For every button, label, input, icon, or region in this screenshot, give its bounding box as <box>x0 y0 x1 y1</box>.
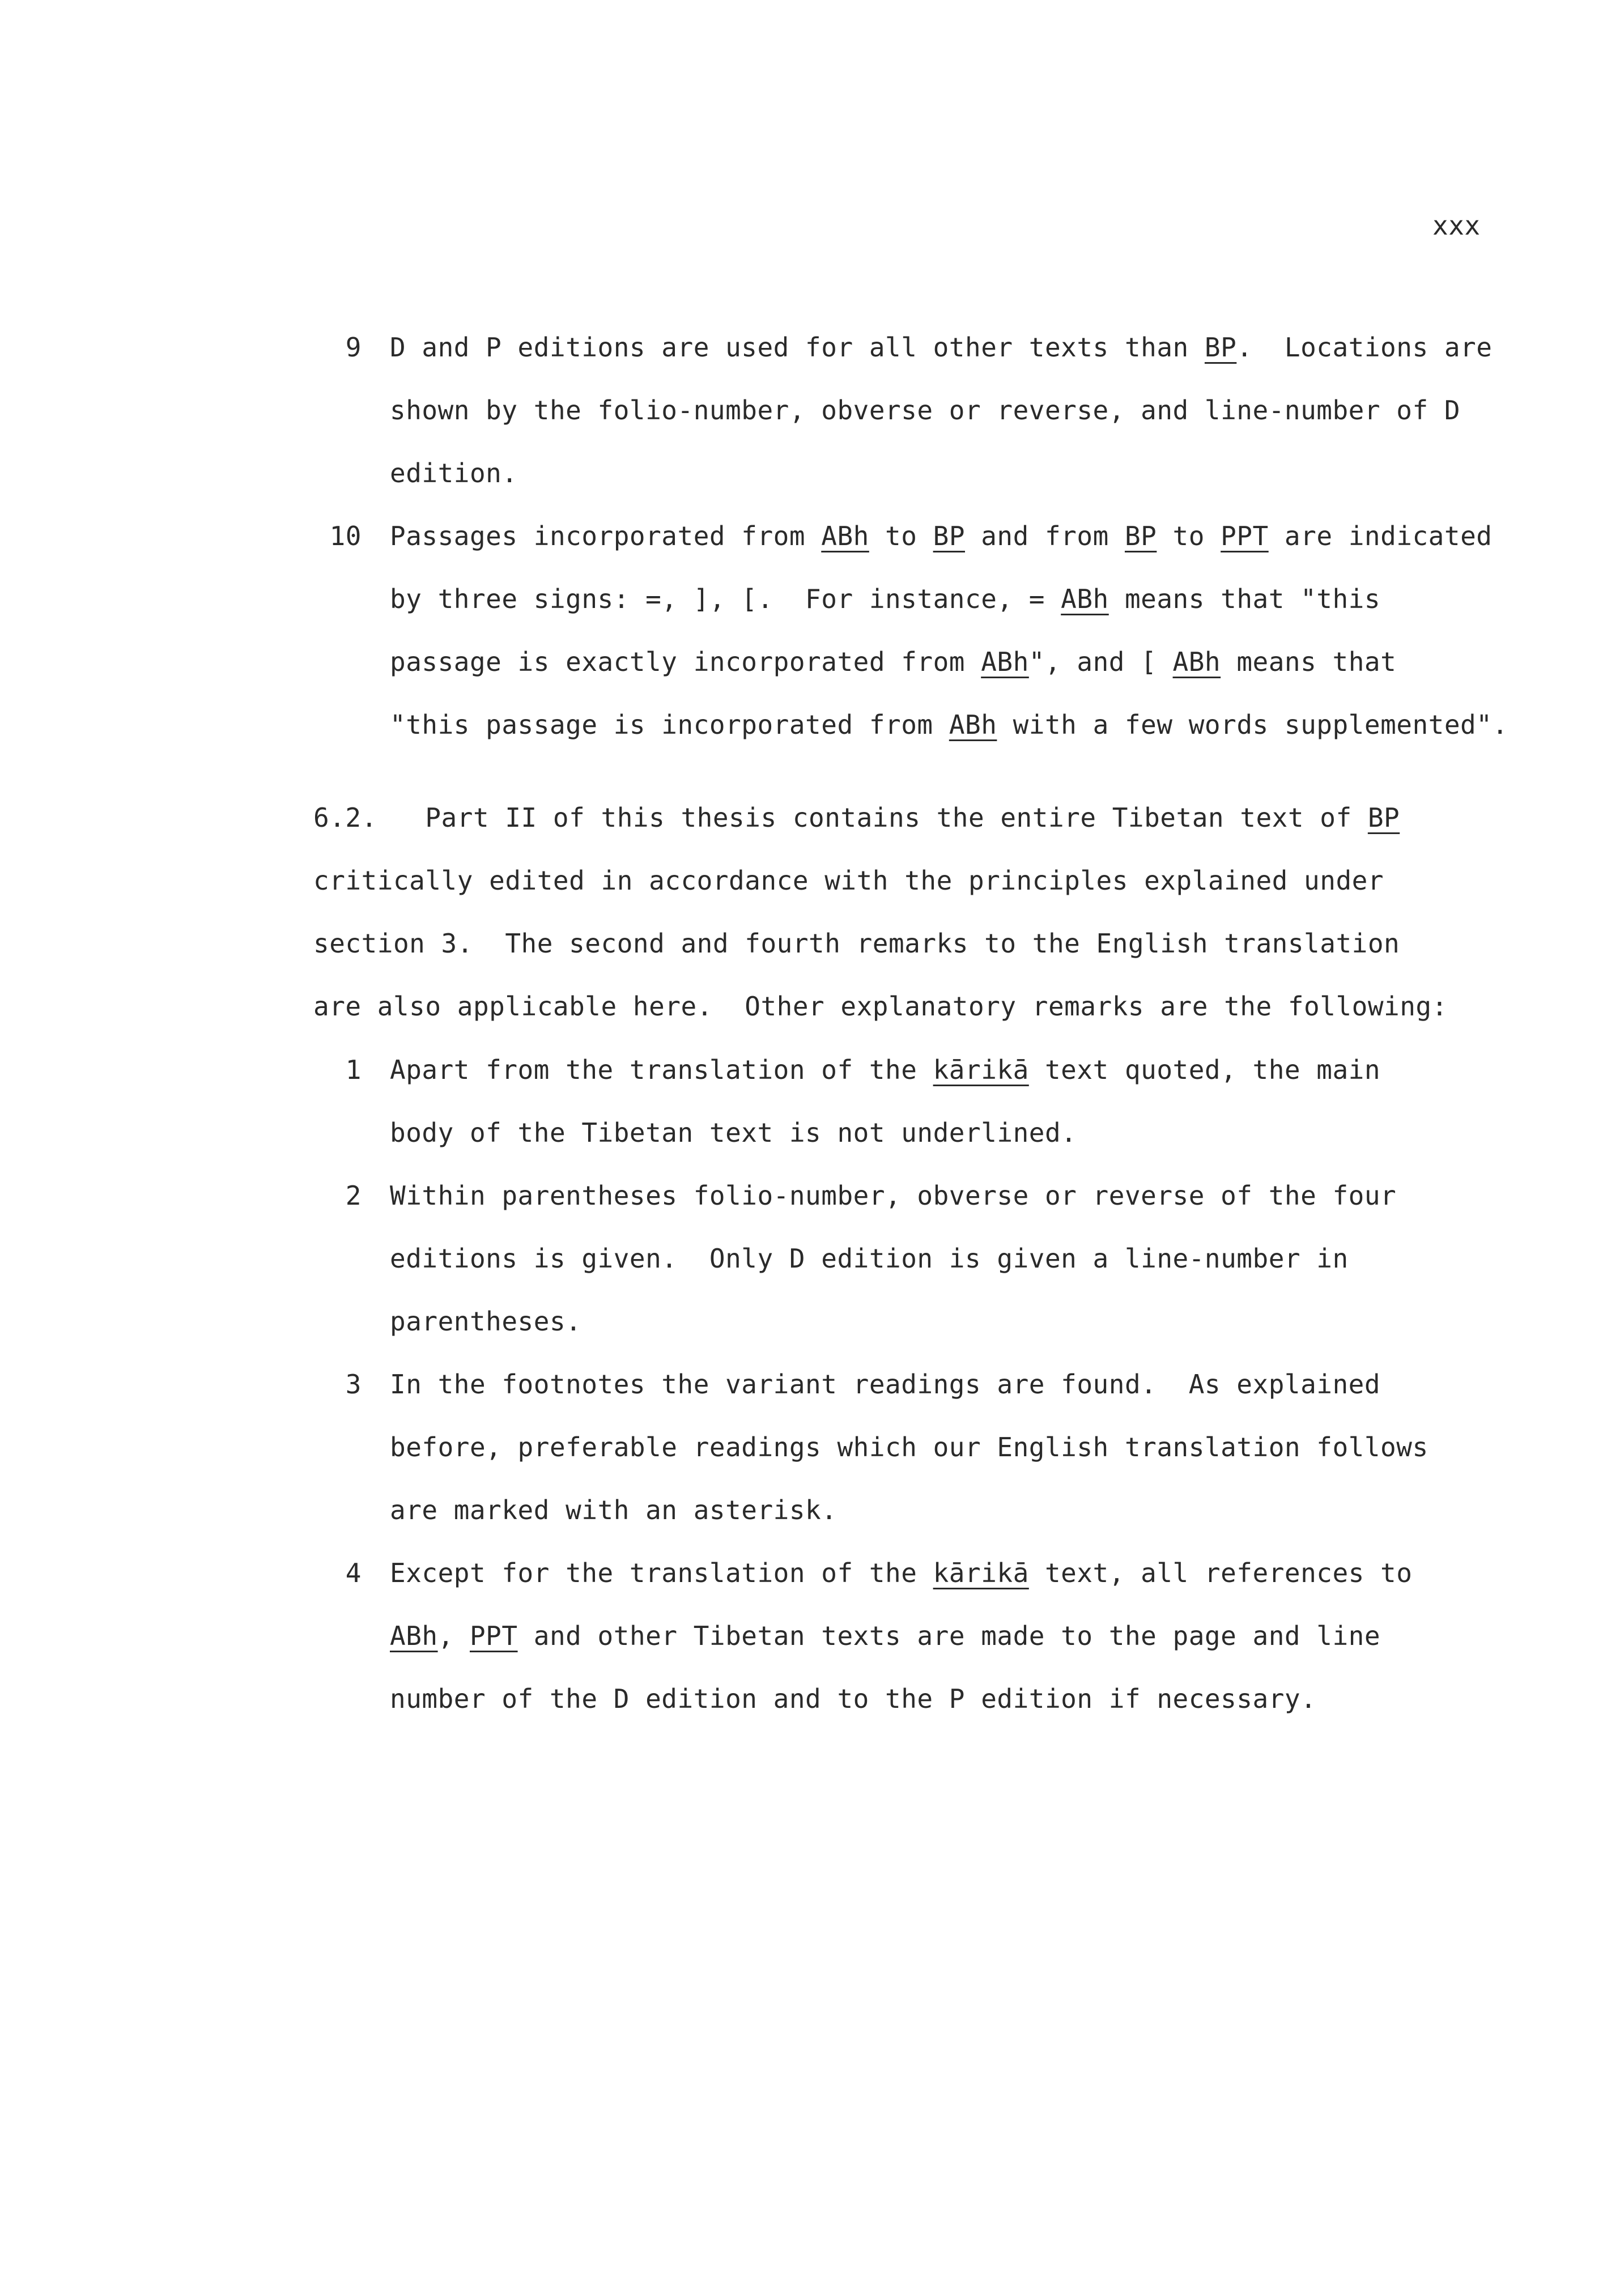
text-segment: 6.2. Part II of this thesis contains the entire Tibetan text of <box>313 802 1368 833</box>
text-segment: are also applicable here. Other explanatory remarks are the following: <box>313 991 1448 1022</box>
text-segment: before, preferable readings which our English translation follows <box>390 1432 1429 1462</box>
text-line <box>313 991 1448 1022</box>
text-segment: Passages incorporated from <box>390 521 822 551</box>
text-line <box>390 332 1493 363</box>
text-segment: . Locations are <box>1236 332 1493 363</box>
text-line <box>390 460 518 486</box>
text-segment: Except for the translation of the <box>390 1558 933 1588</box>
text-segment: D and P editions are used for all other texts than <box>390 332 1205 363</box>
text-segment: are marked with an asterisk. <box>390 1495 837 1525</box>
text-segment: editions is given. Only D edition is given a line-number in <box>390 1243 1349 1274</box>
text-line <box>313 928 1400 959</box>
text-line <box>390 395 1461 426</box>
underlined-title: BP <box>1204 332 1237 363</box>
underlined-title: ABh <box>821 521 869 551</box>
text-segment: and other Tibetan texts are made to the page and line <box>517 1621 1381 1651</box>
text-segment: In the footnotes the variant readings are found. As explained <box>390 1369 1381 1400</box>
text-line <box>390 1434 1429 1460</box>
text-segment: means that "this <box>1108 584 1381 614</box>
text-segment: edition. <box>390 458 518 488</box>
list-item-number: 2 <box>345 1180 362 1211</box>
text-segment: shown by the folio-number, obverse or reverse, and line-number of D <box>390 395 1461 426</box>
underlined-title: PPT <box>469 1621 518 1651</box>
text-line <box>390 1306 582 1337</box>
underlined-title: kārikā <box>933 1055 1029 1085</box>
list-item-number: 3 <box>345 1369 362 1400</box>
underlined-title: kārikā <box>933 1558 1029 1588</box>
underlined-title: ABh <box>1061 584 1109 614</box>
text-segment: number of the D edition and to the P edition if necessary. <box>390 1683 1317 1714</box>
text-line <box>390 1057 1380 1083</box>
text-segment: text, all references to <box>1028 1558 1413 1588</box>
text-line <box>390 1497 837 1523</box>
underlined-title: BP <box>933 521 966 551</box>
text-segment: passage is exactly incorporated from <box>390 647 981 677</box>
underlined-title: ABh <box>949 709 997 740</box>
text-line <box>390 1623 1380 1649</box>
text-line <box>390 1180 1397 1211</box>
text-line <box>390 1117 1077 1148</box>
text-line <box>390 649 1396 675</box>
text-segment: text quoted, the main <box>1028 1055 1381 1085</box>
text-segment: to <box>1157 521 1221 551</box>
underlined-title: BP <box>1367 802 1400 833</box>
underlined-title: BP <box>1124 521 1157 551</box>
text-segment: with a few words supplemented". <box>997 709 1508 740</box>
text-line <box>390 1683 1317 1714</box>
underlined-title: PPT <box>1221 521 1269 551</box>
text-segment: by three signs: =, ], [. For instance, = <box>390 584 1061 614</box>
text-line <box>390 1245 1349 1272</box>
underlined-title: ABh <box>1172 647 1221 677</box>
list-item-number: 10 <box>329 521 362 551</box>
text-line <box>390 709 1508 740</box>
text-segment: Apart from the translation of the <box>390 1055 933 1085</box>
underlined-title: ABh <box>390 1621 438 1651</box>
text-line <box>390 523 1492 549</box>
text-segment: ", and [ <box>1028 647 1173 677</box>
text-segment: are indicated <box>1268 521 1493 551</box>
text-segment: section 3. The second and fourth remarks to the English translation <box>313 928 1400 959</box>
text-segment: critically edited in accordance with the principles explained under <box>313 865 1384 896</box>
page-number: xxx <box>1432 210 1481 241</box>
text-segment: parentheses. <box>390 1306 582 1337</box>
text-line <box>390 1369 1381 1400</box>
list-item-number: 1 <box>345 1055 362 1085</box>
underlined-title: ABh <box>981 647 1029 677</box>
text-line <box>313 802 1400 833</box>
text-segment: , <box>437 1621 470 1651</box>
list-item-number: 4 <box>345 1558 362 1588</box>
text-line <box>390 586 1380 612</box>
text-segment: "this passage is incorporated from <box>390 709 949 740</box>
text-segment: to <box>869 521 933 551</box>
text-segment: Within parentheses folio-number, obverse or reverse of the four <box>390 1180 1397 1211</box>
text-segment: and from <box>965 521 1125 551</box>
list-item-number: 9 <box>345 332 362 363</box>
text-line <box>390 1560 1412 1586</box>
text-segment: body of the Tibetan text is not underlined. <box>390 1117 1077 1148</box>
text-line <box>313 865 1384 896</box>
text-segment: means that <box>1221 647 1397 677</box>
